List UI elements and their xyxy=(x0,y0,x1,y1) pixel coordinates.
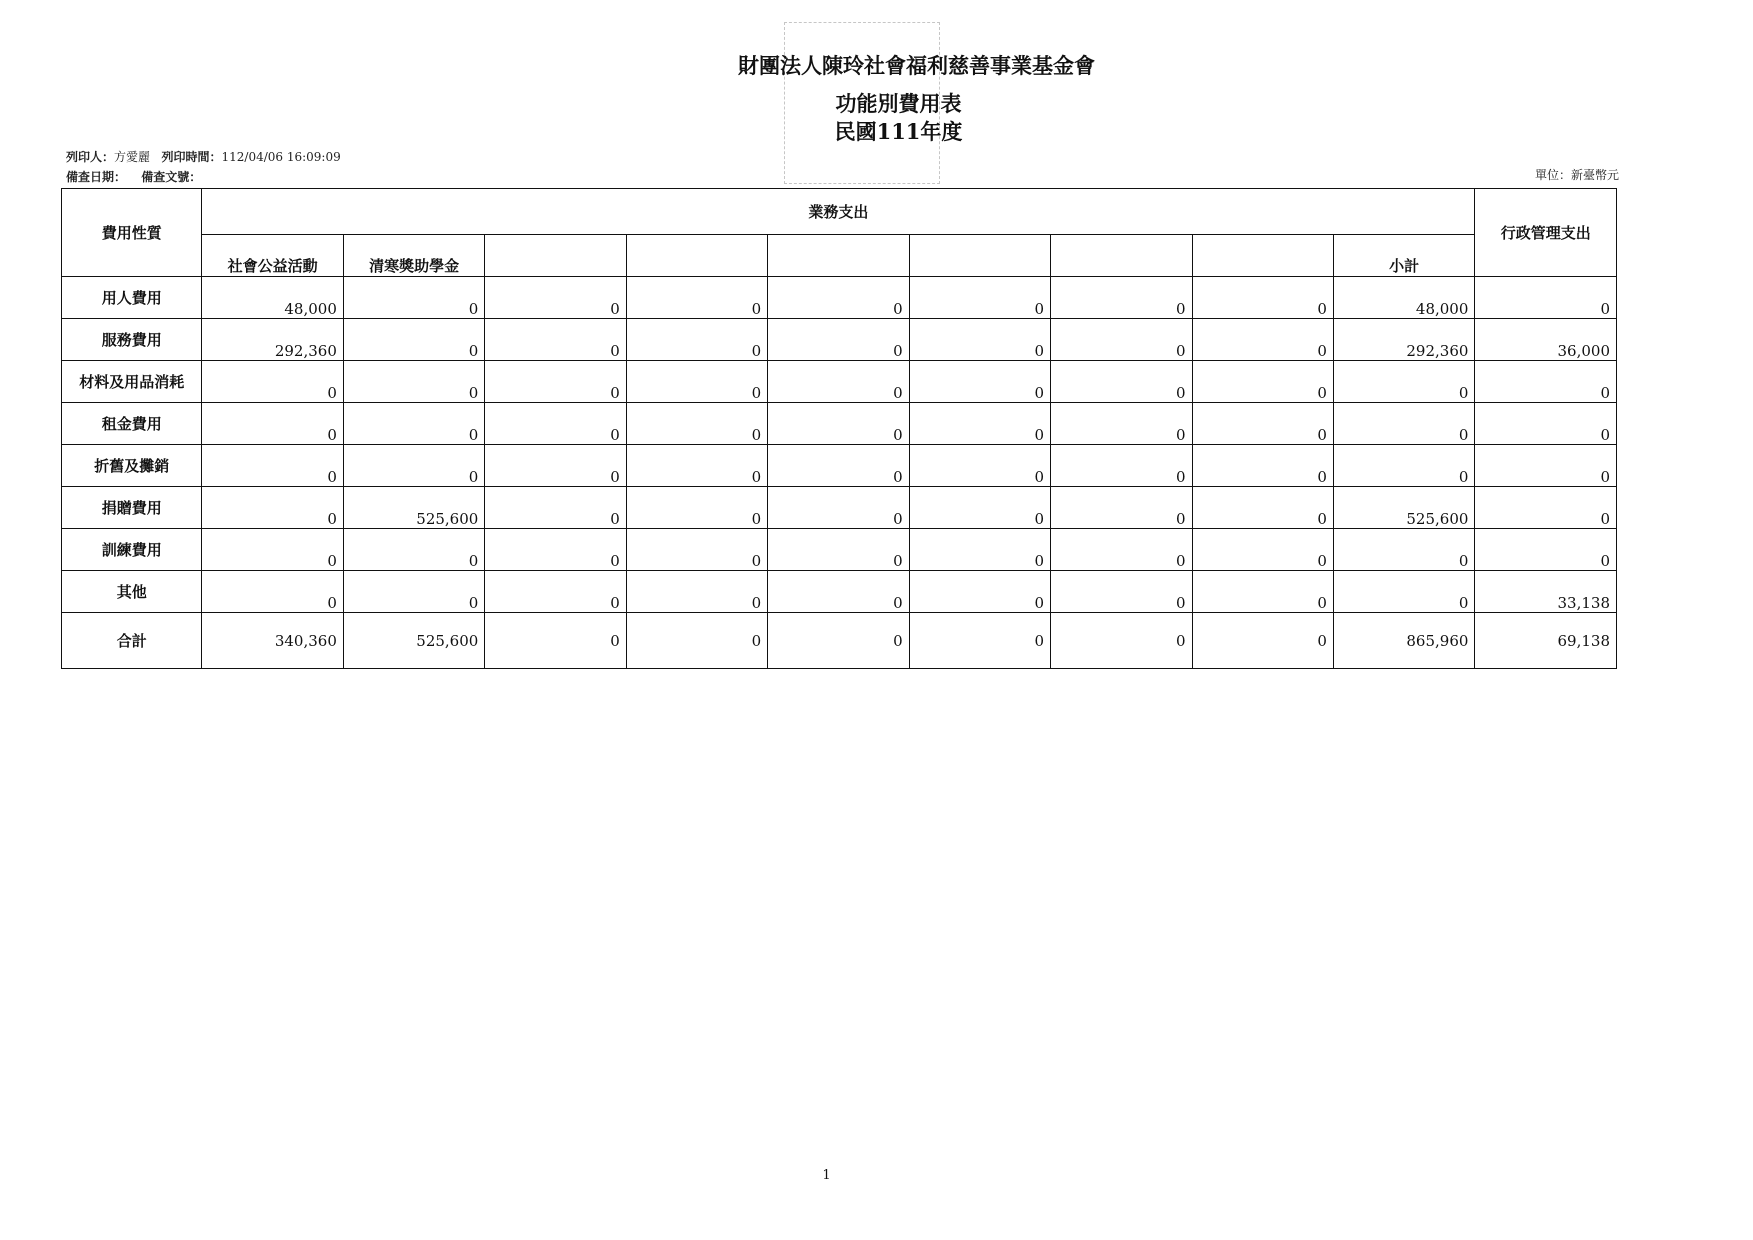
table-cell: 0 xyxy=(202,445,343,487)
admin-cell: 0 xyxy=(1475,445,1617,487)
table-row xyxy=(62,277,1617,319)
table-cell: 0 xyxy=(202,403,343,445)
table-cell: 0 xyxy=(202,571,343,613)
total-cell: 0 xyxy=(909,613,1050,669)
printer-label: 列印人： xyxy=(66,150,115,164)
table-cell: 0 xyxy=(768,277,909,319)
table-cell: 0 xyxy=(485,487,626,529)
check-line xyxy=(66,168,201,185)
printer-line xyxy=(66,148,341,165)
admin-total-cell: 69,138 xyxy=(1475,613,1617,669)
table-cell: 0 xyxy=(485,319,626,361)
table-cell: 0 xyxy=(1192,529,1333,571)
table-cell: 0 xyxy=(626,361,767,403)
column-header xyxy=(626,235,767,277)
table-cell: 0 xyxy=(1051,361,1192,403)
table-cell: 0 xyxy=(909,487,1050,529)
admin-cell: 0 xyxy=(1475,361,1617,403)
functional-expense-table xyxy=(61,188,1617,669)
page-number: 1 xyxy=(822,1168,831,1183)
row-label: 材料及用品消耗 xyxy=(62,361,202,403)
total-cell: 0 xyxy=(626,613,767,669)
table-cell: 0 xyxy=(1192,487,1333,529)
table-row xyxy=(62,529,1617,571)
table-cell: 0 xyxy=(1051,571,1192,613)
subtotal-cell: 0 xyxy=(1333,571,1474,613)
admin-cell: 0 xyxy=(1475,487,1617,529)
table-cell: 0 xyxy=(485,445,626,487)
table-cell: 0 xyxy=(1192,403,1333,445)
table-cell: 0 xyxy=(1192,571,1333,613)
row-label: 捐贈費用 xyxy=(62,487,202,529)
admin-cell: 33,138 xyxy=(1475,571,1617,613)
subtotal-cell: 525,600 xyxy=(1333,487,1474,529)
table-cell: 0 xyxy=(1192,445,1333,487)
subtotal-cell: 0 xyxy=(1333,403,1474,445)
table-cell: 0 xyxy=(343,571,484,613)
admin-expense-header: 行政管理支出 xyxy=(1475,189,1617,277)
total-cell: 525,600 xyxy=(343,613,484,669)
table-cell: 0 xyxy=(626,319,767,361)
column-header xyxy=(1051,235,1192,277)
printer-name: 方愛麗 xyxy=(114,150,151,164)
table-row xyxy=(62,403,1617,445)
admin-cell: 0 xyxy=(1475,277,1617,319)
table-cell: 0 xyxy=(768,571,909,613)
table-cell: 0 xyxy=(343,319,484,361)
table-cell: 0 xyxy=(909,529,1050,571)
table-cell: 0 xyxy=(1192,361,1333,403)
report-year: 民國111年度 xyxy=(834,119,963,144)
table-cell: 48,000 xyxy=(202,277,343,319)
print-time: 112/04/06 16:09:09 xyxy=(221,150,341,164)
table-row xyxy=(62,571,1617,613)
table-cell: 525,600 xyxy=(343,487,484,529)
table-cell: 0 xyxy=(1051,403,1192,445)
total-cell: 0 xyxy=(485,613,626,669)
table-cell: 0 xyxy=(1192,319,1333,361)
subtotal-cell: 0 xyxy=(1333,529,1474,571)
row-label: 用人費用 xyxy=(62,277,202,319)
table-cell: 0 xyxy=(768,445,909,487)
table-cell: 0 xyxy=(485,529,626,571)
row-label: 租金費用 xyxy=(62,403,202,445)
row-label: 訓練費用 xyxy=(62,529,202,571)
table-cell: 0 xyxy=(343,403,484,445)
table-cell: 0 xyxy=(343,277,484,319)
subtotal-header: 小計 xyxy=(1333,235,1474,277)
check-date-label: 備查日期： xyxy=(66,170,127,184)
table-cell: 0 xyxy=(768,403,909,445)
table-cell: 0 xyxy=(626,571,767,613)
table-cell: 0 xyxy=(485,571,626,613)
table-row xyxy=(62,487,1617,529)
table-cell: 0 xyxy=(626,277,767,319)
column-header: 清寒獎助學金 xyxy=(343,235,484,277)
row-label: 其他 xyxy=(62,571,202,613)
column-header: 社會公益活動 xyxy=(202,235,343,277)
nature-header: 費用性質 xyxy=(62,189,202,277)
table-cell: 0 xyxy=(1051,277,1192,319)
check-doc-label: 備查文號： xyxy=(141,170,202,184)
report-title: 功能別費用表 xyxy=(835,91,962,116)
header-row-top xyxy=(62,189,1617,235)
row-label: 服務費用 xyxy=(62,319,202,361)
table-cell: 0 xyxy=(202,487,343,529)
table-cell: 0 xyxy=(202,529,343,571)
table-cell: 0 xyxy=(909,445,1050,487)
table-cell: 0 xyxy=(768,319,909,361)
row-label: 折舊及攤銷 xyxy=(62,445,202,487)
admin-cell: 0 xyxy=(1475,403,1617,445)
table-cell: 0 xyxy=(485,403,626,445)
table-cell: 0 xyxy=(202,361,343,403)
table-cell: 0 xyxy=(626,487,767,529)
table-cell: 0 xyxy=(343,361,484,403)
table-cell: 0 xyxy=(768,529,909,571)
subtotal-cell: 0 xyxy=(1333,361,1474,403)
header-row-columns xyxy=(62,235,1617,277)
table-cell: 0 xyxy=(909,277,1050,319)
table-cell: 0 xyxy=(485,277,626,319)
table-cell: 0 xyxy=(626,403,767,445)
currency-unit: 單位：新臺幣元 xyxy=(1534,168,1619,182)
subtotal-cell: 0 xyxy=(1333,445,1474,487)
column-header xyxy=(909,235,1050,277)
table-cell: 0 xyxy=(485,361,626,403)
table-row xyxy=(62,361,1617,403)
table-cell: 0 xyxy=(1192,277,1333,319)
business-expense-header: 業務支出 xyxy=(202,189,1475,235)
table-row xyxy=(62,445,1617,487)
table-cell: 0 xyxy=(768,361,909,403)
total-cell: 0 xyxy=(768,613,909,669)
admin-cell: 0 xyxy=(1475,529,1617,571)
table-cell: 0 xyxy=(909,403,1050,445)
total-row xyxy=(62,613,1617,669)
table-cell: 0 xyxy=(909,361,1050,403)
total-cell: 0 xyxy=(1051,613,1192,669)
grand-subtotal-cell: 865,960 xyxy=(1333,613,1474,669)
table-cell: 0 xyxy=(909,571,1050,613)
row-label: 合計 xyxy=(62,613,202,669)
column-header xyxy=(768,235,909,277)
table-row xyxy=(62,319,1617,361)
admin-cell: 36,000 xyxy=(1475,319,1617,361)
table-cell: 292,360 xyxy=(202,319,343,361)
table-cell: 0 xyxy=(626,445,767,487)
column-header xyxy=(485,235,626,277)
subtotal-cell: 48,000 xyxy=(1333,277,1474,319)
table-cell: 0 xyxy=(343,529,484,571)
table-cell: 0 xyxy=(768,487,909,529)
table-cell: 0 xyxy=(626,529,767,571)
org-name: 財團法人陳玲社會福利慈善事業基金會 xyxy=(738,53,1095,78)
table-cell: 0 xyxy=(909,319,1050,361)
print-time-label: 列印時間： xyxy=(161,150,222,164)
table-cell: 0 xyxy=(1051,487,1192,529)
subtotal-cell: 292,360 xyxy=(1333,319,1474,361)
table-cell: 0 xyxy=(343,445,484,487)
table-cell: 0 xyxy=(1051,529,1192,571)
table-cell: 0 xyxy=(1051,319,1192,361)
total-cell: 340,360 xyxy=(202,613,343,669)
column-header xyxy=(1192,235,1333,277)
table-cell: 0 xyxy=(1051,445,1192,487)
total-cell: 0 xyxy=(1192,613,1333,669)
